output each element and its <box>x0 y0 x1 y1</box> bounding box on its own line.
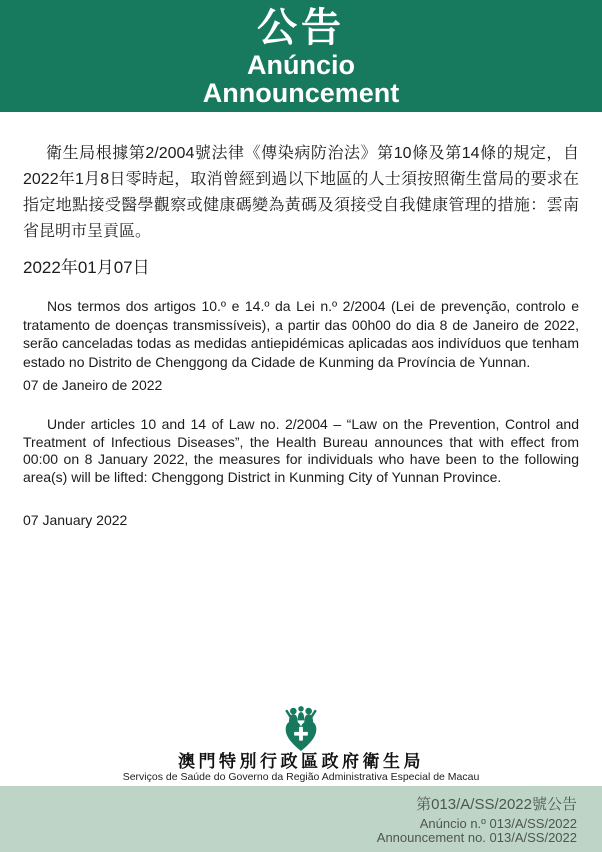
announcement-number-zh: 第013/A/SS/2022號公告 <box>416 796 577 813</box>
footer-banner <box>0 786 602 852</box>
issuer-block <box>23 705 579 786</box>
page-title-pt: Anúncio <box>247 50 355 80</box>
date-pt: 07 de Janeiro de 2022 <box>23 377 163 393</box>
people-figures <box>287 706 315 722</box>
heart-cross-people-icon <box>284 705 318 751</box>
paragraph-pt: Nos termos dos artigos 10.º e 14.º da Lei n.º 2/2004 (Lei de prevenção, controlo e tratamento de doenças transmissíveis), a partir das 00h00 do dia 8 de Janeiro de 2022, serão canceladas todas as medidas antiepidémicas aplicadas aos indivíduos que tenham estado no Distrito de Chenggong da Cidade de Kunming da Província de Yunnan. <box>23 298 579 370</box>
issuer-name-zh: 澳門特別行政區政府衛生局 <box>178 752 424 771</box>
announcement-number-en: Announcement no. 013/A/SS/2022 <box>376 830 577 845</box>
page-title-zh: 公告 <box>257 6 345 50</box>
announcement-body <box>0 112 602 786</box>
paragraph-en: Under articles 10 and 14 of Law no. 2/2004 – “Law on the Prevention, Control and Treatment of Infectious Diseases”, the Health Bureau announces that with effect from 00:00 on 8 January 2022, the measures for individuals who have been to the following area(s) will be lifted: Chenggong District in Kunming City of Yunnan Province. <box>23 416 579 485</box>
announcement-number-pt: Anúncio n.º 013/A/SS/2022 <box>419 816 577 831</box>
date-zh: 2022年01月07日 <box>23 258 150 277</box>
page-title-en: Announcement <box>202 78 400 108</box>
issuer-name-pt: Serviços de Saúde do Governo da Região Administrativa Especial de Macau <box>122 771 480 783</box>
date-en: 07 January 2022 <box>23 512 128 528</box>
header-banner <box>0 0 602 112</box>
paragraph-zh: 衛生局根據第2/2004號法律《傳染病防治法》第10條及第14條的規定，自2022年1月8日零時起，取消曾經到過以下地區的人士須按照衛生當局的要求在指定地點接受醫學觀察或健康碼變為黃碼及須接受自我健康管理的措施：雲南省昆明市呈貢區。 <box>23 145 579 240</box>
